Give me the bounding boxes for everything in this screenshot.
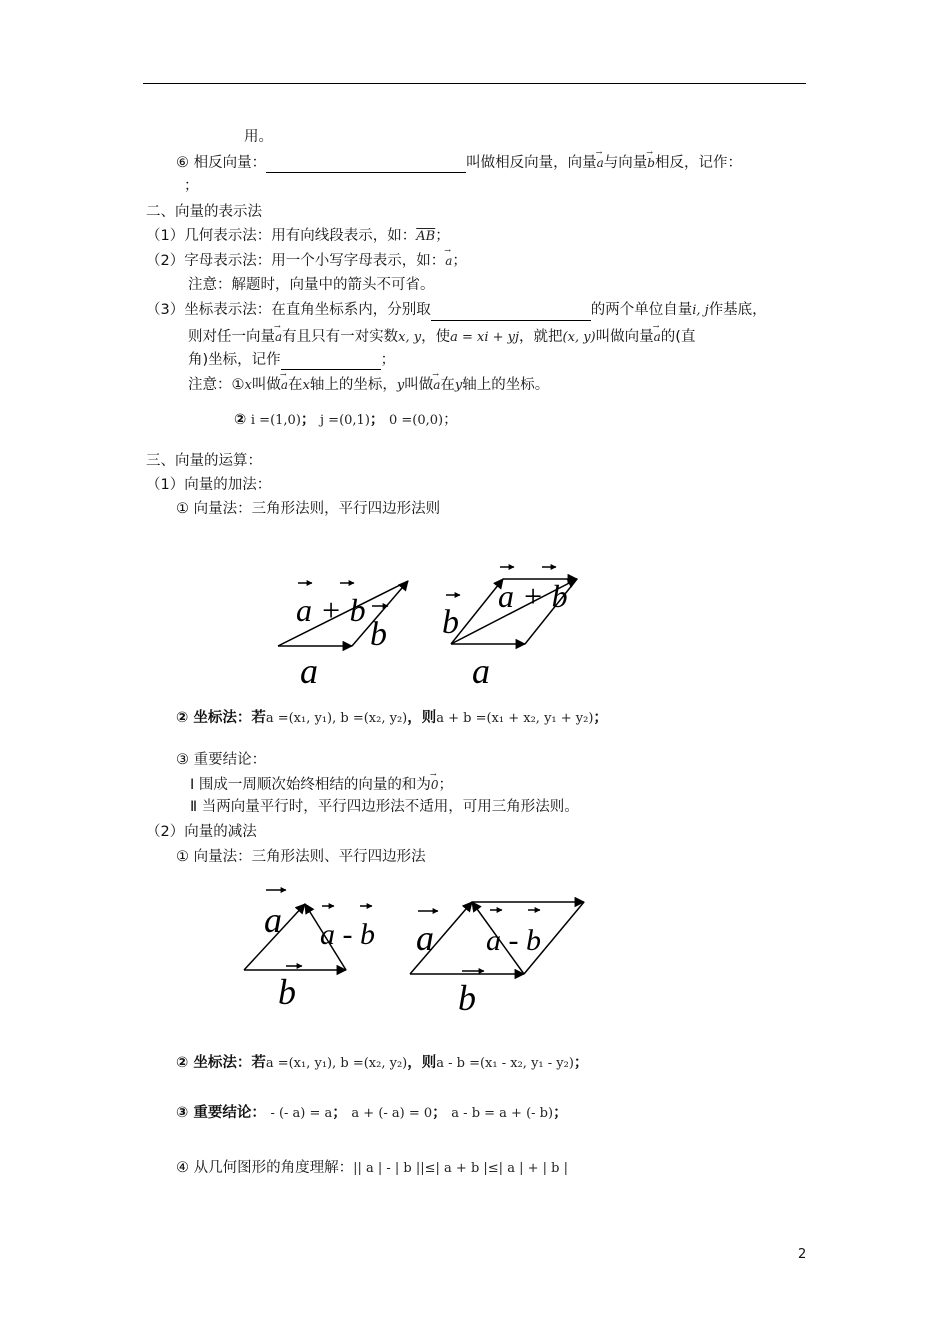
text-line: ② 坐标法：若a =(x₁, y₁), b =(x₂, y₂)，则a + b =(x₁ + x₂, y₁ + y₂)；: [176, 710, 608, 726]
text-line: ③ 重要结论： - (- a) = a； a + (- a) = 0； a - b = a + (- b)；: [176, 1105, 568, 1121]
text-line: ⑥ 相反向量： 叫做相反向量，向量→ a与向量→ b相反，记作：: [176, 151, 742, 173]
fill-blank[interactable]: [431, 306, 591, 321]
text-line: ① 向量法：三角形法则、平行四边形法: [176, 849, 426, 865]
section-heading: 三、向量的运算：: [146, 453, 262, 469]
text-line: （2）向量的减法: [146, 824, 257, 840]
label-a: a: [300, 651, 318, 691]
text-line: 角)坐标，记作 ；: [188, 352, 396, 368]
text-line: （2）字母表示法：用一个小写字母表示，如：→ a；: [146, 249, 467, 271]
vector-addition-diagram: [260, 555, 600, 695]
text-line: 则对任一向量→ a有且只有一对实数x, y，使a = xi + yj，就把(x, y)叫做向量→ a的(直: [188, 325, 695, 348]
label-b: b: [442, 604, 459, 641]
text-line: 注意：①x叫做→ a在x轴上的坐标，y叫做→ a在y轴上的坐标。: [188, 373, 549, 396]
text-line: ④ 从几何图形的角度理解：|| a | - | b ||≤| a + b |≤| a | + | b |: [176, 1160, 568, 1176]
text-line: Ⅰ 围成一周顺次始终相结的向量的和为→ 0；: [190, 773, 453, 795]
text-line: ③ 重要结论：: [176, 752, 267, 768]
fill-blank[interactable]: [281, 355, 381, 370]
text-line: 用。: [244, 129, 273, 145]
text-line: ② i =(1,0)； j =(0,1)； 0 =(0,0)；: [234, 412, 458, 428]
text-line: ② 坐标法：若a =(x₁, y₁), b =(x₂, y₂)，则a - b =(x₁ - x₂, y₁ - y₂)；: [176, 1055, 589, 1071]
vector-subtraction-diagram: [230, 880, 600, 1020]
label-sum: a + b: [498, 578, 568, 614]
label-b: b: [458, 978, 476, 1018]
label-sum: a + b: [296, 592, 366, 628]
text-line: （1）几何表示法：用有向线段表示，如：$\overline{AB}$；: [146, 228, 450, 244]
label-diff: a - b: [486, 924, 541, 957]
text-line: ；: [184, 178, 199, 194]
text-line: （1）向量的加法：: [146, 477, 272, 493]
label-a: a: [472, 651, 490, 691]
header-rule: [143, 83, 806, 84]
text-line: ① 向量法：三角形法则，平行四边形法则: [176, 501, 441, 517]
fill-blank[interactable]: [266, 158, 466, 173]
section-heading: 二、向量的表示法: [146, 204, 262, 220]
text-line: （3）坐标表示法：在直角坐标系内，分别取 的两个单位自量i, j作基底，: [146, 300, 767, 321]
label-diff: a - b: [320, 918, 375, 951]
text-line: Ⅱ 当两向量平行时，平行四边形法不适用，可用三角形法则。: [190, 799, 579, 815]
text-line: 注意：解题时，向量中的箭头不可省。: [188, 277, 435, 293]
label-b: b: [370, 616, 387, 653]
label-a: a: [264, 900, 282, 940]
page-number: 2: [798, 1247, 807, 1262]
label-b: b: [278, 972, 296, 1012]
label-a: a: [416, 918, 434, 958]
